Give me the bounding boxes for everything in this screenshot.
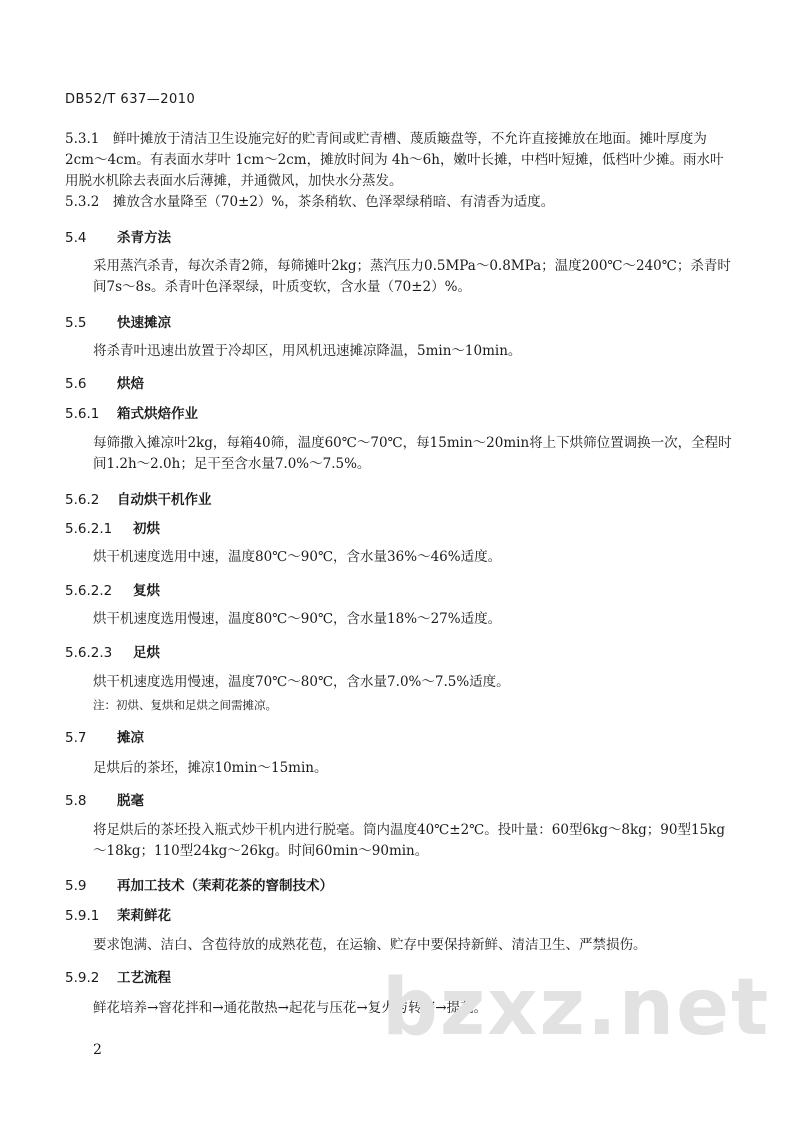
section-title: 箱式烘焙作业 bbox=[117, 406, 198, 422]
section-heading-5-6-2-1 bbox=[65, 519, 735, 540]
section-heading-5-6-1 bbox=[65, 404, 735, 425]
note: 注：初烘、复烘和足烘之间需摊凉。 bbox=[93, 698, 277, 712]
section-number: 5.9.1 bbox=[65, 908, 100, 924]
section-heading-5-6-2-3 bbox=[65, 643, 735, 664]
paragraph-5-7: 足烘后的茶坯，摊凉10min～15min。 bbox=[93, 760, 328, 776]
paragraph-5-6-1: 每筛撒入摊凉叶2kg，每箱40筛，温度60℃～70℃，每15min～20min将上下烘筛位置调换一次，全程时间1.2h～2.0h；足干至含水量7.0%～7.5%。 bbox=[93, 435, 732, 472]
section-heading-5-8 bbox=[65, 791, 735, 812]
section-number: 5.7 bbox=[65, 730, 87, 746]
section-heading-5-6-2 bbox=[65, 490, 735, 511]
section-number: 5.6.2.1 bbox=[65, 521, 113, 537]
section-number: 5.8 bbox=[65, 793, 87, 809]
section-title: 烘焙 bbox=[117, 376, 144, 392]
section-title: 足烘 bbox=[133, 645, 160, 661]
paragraph-5-5: 将杀青叶迅速出放置于冷却区，用风机迅速摊凉降温，5min～10min。 bbox=[93, 343, 522, 359]
paragraph-5-6-2-2: 烘干机速度选用慢速，温度80℃～90℃，含水量18%～27%适度。 bbox=[93, 611, 502, 627]
section-title: 工艺流程 bbox=[117, 970, 171, 986]
section-title: 脱毫 bbox=[117, 793, 144, 809]
section-number: 5.6.2.2 bbox=[65, 583, 113, 599]
section-heading-5-6 bbox=[65, 374, 735, 395]
section-heading-5-9-1 bbox=[65, 906, 735, 927]
paragraph-5-9-1: 要求饱满、洁白、含苞待放的成熟花苞，在运输、贮存中要保持新鲜、清洁卫生、严禁损伤。 bbox=[93, 937, 647, 953]
section-title: 自动烘干机作业 bbox=[117, 492, 212, 508]
section-title: 茉莉鲜花 bbox=[117, 908, 171, 924]
section-title: 初烘 bbox=[133, 521, 160, 537]
paragraph-5-4: 采用蒸汽杀青，每次杀青2筛，每筛摊叶2kg；蒸汽压力0.5MPa～0.8MPa；温度200℃～240℃；杀青时间7s～8s。杀青叶色泽翠绿，叶质变软，含水量（70±2）%。 bbox=[93, 258, 731, 295]
watermark: bzxz.net bbox=[382, 963, 771, 1053]
section-heading-5-4 bbox=[65, 228, 735, 249]
section-number: 5.5 bbox=[65, 315, 87, 331]
section-heading-5-9 bbox=[65, 876, 735, 897]
section-title: 摊凉 bbox=[117, 730, 144, 746]
paragraph-5-3-2: 5.3.2 摊放含水量降至（70±2）%，茶条稍软、色泽翠绿稍暗、有清香为适度。 bbox=[65, 194, 555, 210]
section-heading-5-7 bbox=[65, 728, 735, 749]
section-title: 快速摊凉 bbox=[117, 315, 171, 331]
section-heading-5-5 bbox=[65, 313, 735, 334]
section-heading-5-6-2-2 bbox=[65, 581, 735, 602]
section-number: 5.9.2 bbox=[65, 970, 100, 986]
standard-code-header: DB52/T 637—2010 bbox=[65, 92, 196, 107]
paragraph-5-3-1: 5.3.1 鲜叶摊放于清洁卫生设施完好的贮青间或贮青槽、蔑质簸盘等，不允许直接摊放在地面。摊叶厚度为 2cm～4cm。有表面水芽叶 1cm～2cm，摊放时间为 4h～6h，嫩叶长摊，中档叶短摊，低档叶少摊。雨水叶用脱水机除去表面水后薄摊，并通微风，加快水分蒸发。 bbox=[65, 131, 724, 189]
paragraph-5-9-2: 鲜花培养→窨花拌和→通花散热→起花与压花→复火与转窨→提花。 bbox=[93, 1000, 488, 1016]
section-number: 5.6.1 bbox=[65, 406, 100, 422]
section-title: 再加工技术（茉莉花茶的窨制技术） bbox=[117, 878, 333, 894]
paragraph-5-6-2-3: 烘干机速度选用慢速，温度70℃～80℃，含水量7.0%～7.5%适度。 bbox=[93, 674, 510, 690]
paragraph-5-8: 将足烘后的茶坯投入瓶式炒干机内进行脱毫。筒内温度40℃±2℃。投叶量：60型6kg～8kg；90型15kg～18kg；110型24kg～26kg。时间60min～90min。 bbox=[93, 822, 725, 859]
section-title: 复烘 bbox=[133, 583, 160, 599]
section-number: 5.6.2.3 bbox=[65, 645, 113, 661]
section-number: 5.6 bbox=[65, 376, 87, 392]
section-number: 5.6.2 bbox=[65, 492, 100, 508]
section-title: 杀青方法 bbox=[117, 230, 171, 246]
section-number: 5.9 bbox=[65, 878, 87, 894]
page-number: 2 bbox=[93, 1042, 102, 1058]
paragraph-5-6-2-1: 烘干机速度选用中速，温度80℃～90℃，含水量36%～46%适度。 bbox=[93, 549, 502, 565]
section-number: 5.4 bbox=[65, 230, 87, 246]
